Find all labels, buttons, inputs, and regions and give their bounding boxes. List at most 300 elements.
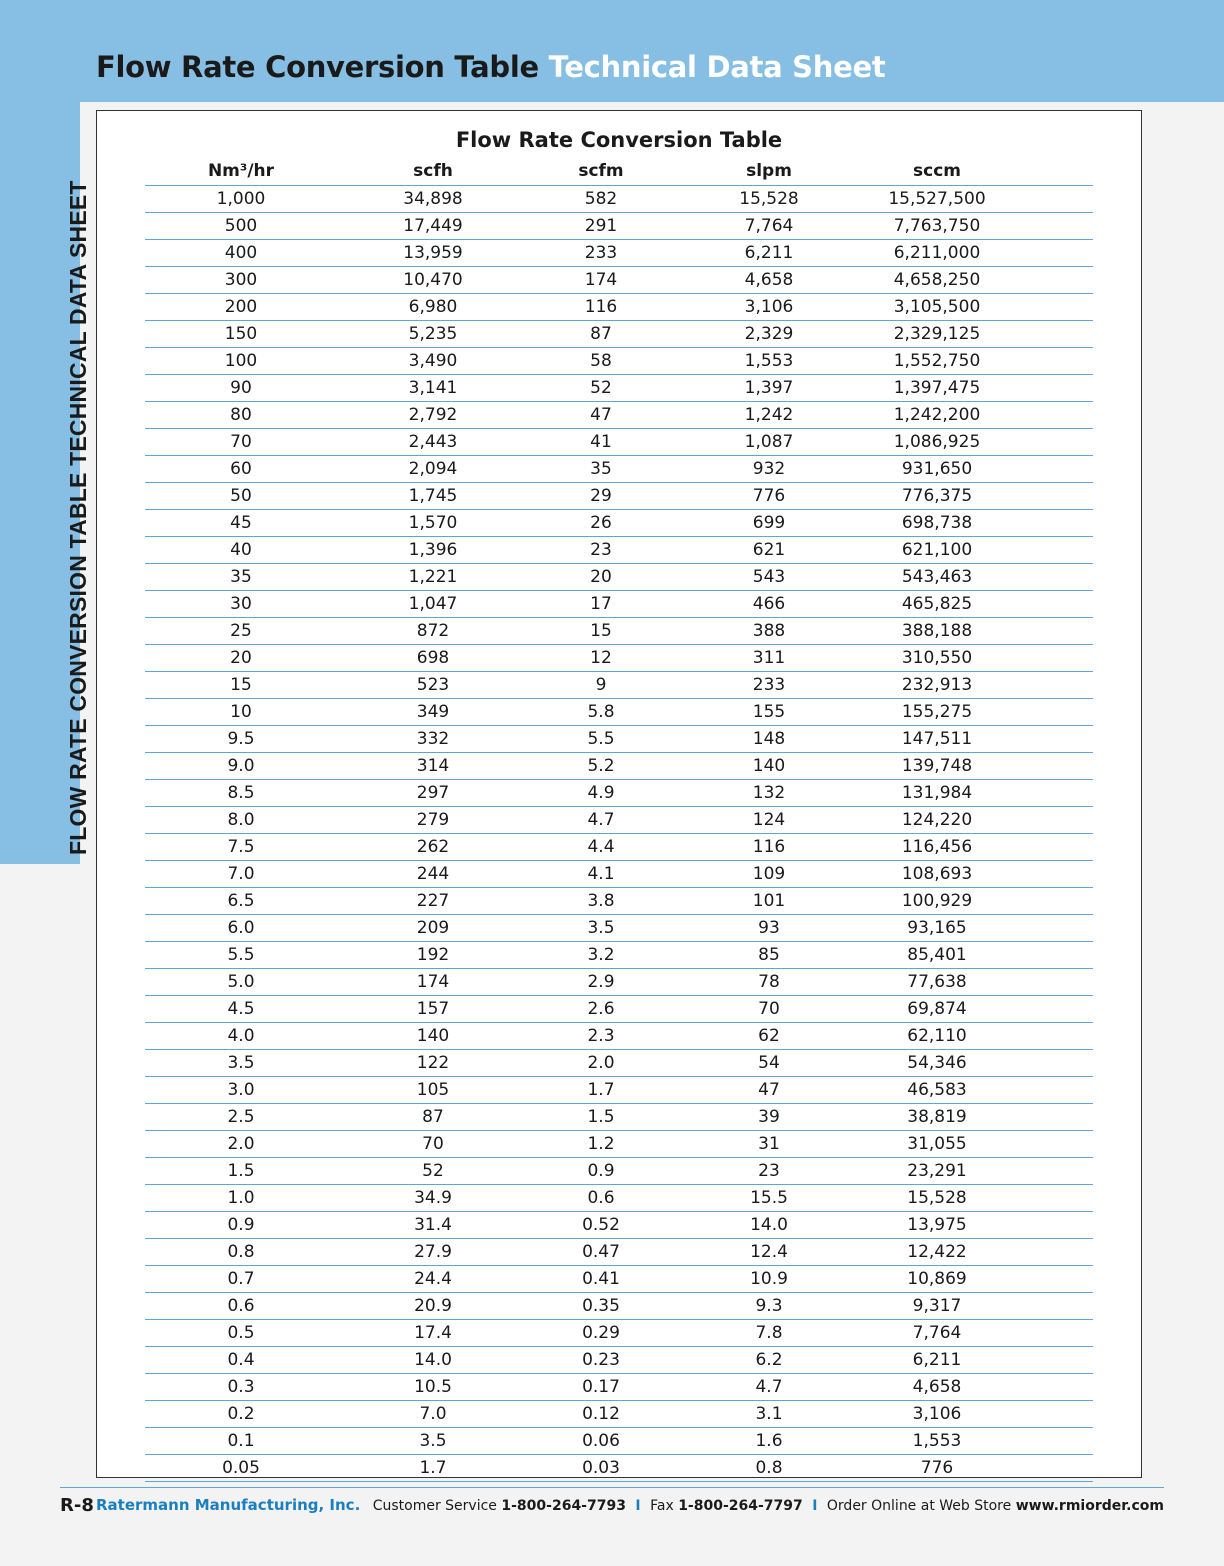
table-row	[145, 1266, 1093, 1293]
table-cell: 0.4	[145, 1347, 337, 1374]
table-row	[145, 186, 1093, 213]
table-cell: 77,638	[865, 969, 1009, 996]
table-cell: 4,658	[673, 267, 865, 294]
table-cell: 116	[673, 834, 865, 861]
table-cell: 0.9	[145, 1212, 337, 1239]
page-title	[96, 50, 885, 84]
table-cell: 14.0	[337, 1347, 529, 1374]
table-row	[145, 348, 1093, 375]
table-cell: 15,528	[673, 186, 865, 213]
table-cell: 3,106	[865, 1401, 1009, 1428]
table-cell: 15.5	[673, 1185, 865, 1212]
table-cell: 58	[529, 348, 673, 375]
table-cell: 4.1	[529, 861, 673, 888]
table-cell: 54,346	[865, 1050, 1009, 1077]
table-cell: 5.8	[529, 699, 673, 726]
table-cell: 0.8	[673, 1455, 865, 1482]
table-cell: 0.7	[145, 1266, 337, 1293]
table-cell: 20	[145, 645, 337, 672]
table-cell: 776,375	[865, 483, 1009, 510]
column-spacer	[1009, 321, 1093, 348]
table-cell: 100,929	[865, 888, 1009, 915]
column-spacer	[1009, 483, 1093, 510]
table-cell: 7.0	[145, 861, 337, 888]
table-row	[145, 1158, 1093, 1185]
table-cell: 4.0	[145, 1023, 337, 1050]
table-row	[145, 969, 1093, 996]
table-cell: 26	[529, 510, 673, 537]
table-cell: 0.41	[529, 1266, 673, 1293]
table-row	[145, 402, 1093, 429]
table-cell: 872	[337, 618, 529, 645]
table-cell: 2.3	[529, 1023, 673, 1050]
table-row	[145, 780, 1093, 807]
table-cell: 0.9	[529, 1158, 673, 1185]
table-cell: 2,329	[673, 321, 865, 348]
table-cell: 85	[673, 942, 865, 969]
table-cell: 262	[337, 834, 529, 861]
table-row	[145, 834, 1093, 861]
column-spacer	[1009, 294, 1093, 321]
table-cell: 10.5	[337, 1374, 529, 1401]
table-cell: 297	[337, 780, 529, 807]
column-spacer	[1009, 699, 1093, 726]
column-spacer	[1009, 1320, 1093, 1347]
table-cell: 233	[673, 672, 865, 699]
table-row	[145, 672, 1093, 699]
column-spacer	[1009, 537, 1093, 564]
table-cell: 233	[529, 240, 673, 267]
table-cell: 1,000	[145, 186, 337, 213]
table-row	[145, 807, 1093, 834]
table-cell: 7.0	[337, 1401, 529, 1428]
table-row	[145, 483, 1093, 510]
table-cell: 140	[337, 1023, 529, 1050]
table-cell: 5.5	[529, 726, 673, 753]
table-cell: 244	[337, 861, 529, 888]
table-cell: 7,763,750	[865, 213, 1009, 240]
table-cell: 232,913	[865, 672, 1009, 699]
table-cell: 776	[865, 1455, 1009, 1482]
table-cell: 1,221	[337, 564, 529, 591]
table-cell: 108,693	[865, 861, 1009, 888]
column-spacer	[1009, 1077, 1093, 1104]
table-row	[145, 1212, 1093, 1239]
table-cell: 0.03	[529, 1455, 673, 1482]
table-row	[145, 942, 1093, 969]
table-cell: 47	[673, 1077, 865, 1104]
footer-contact	[96, 1496, 1164, 1514]
table-cell: 1,552,750	[865, 348, 1009, 375]
column-spacer	[1009, 1185, 1093, 1212]
table-cell: 40	[145, 537, 337, 564]
table-row	[145, 861, 1093, 888]
table-cell: 311	[673, 645, 865, 672]
table-row	[145, 375, 1093, 402]
table-row	[145, 1293, 1093, 1320]
table-cell: 500	[145, 213, 337, 240]
sidebar-vertical-title: FLOW RATE CONVERSION TABLE TECHNICAL DATA SHEET	[65, 180, 91, 855]
table-row	[145, 1428, 1093, 1455]
customer-service-phone: 1-800-264-7793	[501, 1498, 626, 1514]
table-panel	[96, 110, 1142, 1478]
table-cell: 2.5	[145, 1104, 337, 1131]
table-cell: 466	[673, 591, 865, 618]
table-cell: 20	[529, 564, 673, 591]
table-cell: 23	[529, 537, 673, 564]
column-spacer	[1009, 618, 1093, 645]
page-title-main: Flow Rate Conversion Table	[96, 50, 539, 84]
table-cell: 78	[673, 969, 865, 996]
table-cell: 17,449	[337, 213, 529, 240]
table-cell: 45	[145, 510, 337, 537]
table-cell: 1,397	[673, 375, 865, 402]
table-cell: 310,550	[865, 645, 1009, 672]
table-cell: 80	[145, 402, 337, 429]
column-spacer	[1009, 186, 1093, 213]
table-cell: 698,738	[865, 510, 1009, 537]
table-row	[145, 888, 1093, 915]
table-row	[145, 1320, 1093, 1347]
table-cell: 1,242,200	[865, 402, 1009, 429]
table-row	[145, 267, 1093, 294]
table-cell: 15,528	[865, 1185, 1009, 1212]
table-cell: 0.6	[529, 1185, 673, 1212]
table-cell: 13,959	[337, 240, 529, 267]
table-row	[145, 591, 1093, 618]
table-cell: 0.23	[529, 1347, 673, 1374]
table-cell: 3.5	[337, 1428, 529, 1455]
table-cell: 2,443	[337, 429, 529, 456]
column-spacer	[1009, 834, 1093, 861]
footer-separator: I	[812, 1498, 818, 1514]
table-cell: 100	[145, 348, 337, 375]
column-header: sccm	[865, 158, 1009, 186]
table-cell: 105	[337, 1077, 529, 1104]
table-cell: 314	[337, 753, 529, 780]
table-row	[145, 456, 1093, 483]
table-cell: 34,898	[337, 186, 529, 213]
table-cell: 122	[337, 1050, 529, 1077]
column-spacer	[1009, 564, 1093, 591]
column-spacer	[1009, 240, 1093, 267]
table-cell: 52	[529, 375, 673, 402]
table-cell: 932	[673, 456, 865, 483]
table-cell: 1,086,925	[865, 429, 1009, 456]
table-cell: 2,094	[337, 456, 529, 483]
column-spacer	[1009, 1374, 1093, 1401]
table-cell: 24.4	[337, 1266, 529, 1293]
table-cell: 3.5	[145, 1050, 337, 1077]
table-cell: 6.5	[145, 888, 337, 915]
table-cell: 0.8	[145, 1239, 337, 1266]
column-spacer	[1009, 780, 1093, 807]
table-cell: 192	[337, 942, 529, 969]
order-online-label: Order Online at Web Store	[826, 1498, 1012, 1514]
table-body	[145, 186, 1093, 1482]
table-cell: 0.29	[529, 1320, 673, 1347]
table-cell: 30	[145, 591, 337, 618]
table-cell: 116,456	[865, 834, 1009, 861]
table-cell: 621,100	[865, 537, 1009, 564]
table-cell: 388	[673, 618, 865, 645]
table-cell: 101	[673, 888, 865, 915]
table-cell: 0.47	[529, 1239, 673, 1266]
table-cell: 4.5	[145, 996, 337, 1023]
table-cell: 2,792	[337, 402, 529, 429]
column-spacer	[1009, 1293, 1093, 1320]
table-cell: 155	[673, 699, 865, 726]
table-cell: 70	[337, 1131, 529, 1158]
column-spacer	[1009, 942, 1093, 969]
table-cell: 174	[529, 267, 673, 294]
table-row	[145, 1077, 1093, 1104]
column-spacer	[1009, 1347, 1093, 1374]
column-spacer	[1009, 861, 1093, 888]
table-row	[145, 1131, 1093, 1158]
footer-separator: I	[635, 1498, 641, 1514]
table-cell: 9	[529, 672, 673, 699]
column-spacer	[1009, 888, 1093, 915]
table-cell: 1,570	[337, 510, 529, 537]
table-cell: 6.2	[673, 1347, 865, 1374]
table-row	[145, 1347, 1093, 1374]
table-cell: 0.06	[529, 1428, 673, 1455]
table-cell: 4.7	[529, 807, 673, 834]
column-spacer	[1009, 510, 1093, 537]
column-spacer	[1009, 1239, 1093, 1266]
table-cell: 20.9	[337, 1293, 529, 1320]
table-cell: 85,401	[865, 942, 1009, 969]
table-cell: 7,764	[865, 1320, 1009, 1347]
table-cell: 15	[529, 618, 673, 645]
table-cell: 300	[145, 267, 337, 294]
column-spacer	[1009, 1212, 1093, 1239]
table-cell: 8.0	[145, 807, 337, 834]
table-cell: 9,317	[865, 1293, 1009, 1320]
table-cell: 0.2	[145, 1401, 337, 1428]
table-cell: 3.1	[673, 1401, 865, 1428]
table-cell: 1,553	[865, 1428, 1009, 1455]
table-cell: 7,764	[673, 213, 865, 240]
table-row	[145, 213, 1093, 240]
table-cell: 31.4	[337, 1212, 529, 1239]
table-cell: 35	[145, 564, 337, 591]
table-cell: 70	[673, 996, 865, 1023]
table-cell: 150	[145, 321, 337, 348]
table-cell: 10,470	[337, 267, 529, 294]
table-cell: 15	[145, 672, 337, 699]
table-row	[145, 1374, 1093, 1401]
table-cell: 1,745	[337, 483, 529, 510]
table-cell: 31,055	[865, 1131, 1009, 1158]
table-cell: 87	[337, 1104, 529, 1131]
table-cell: 465,825	[865, 591, 1009, 618]
table-cell: 698	[337, 645, 529, 672]
table-cell: 2.6	[529, 996, 673, 1023]
table-cell: 155,275	[865, 699, 1009, 726]
table-cell: 124	[673, 807, 865, 834]
table-cell: 388,188	[865, 618, 1009, 645]
table-row	[145, 1401, 1093, 1428]
table-cell: 1.5	[529, 1104, 673, 1131]
column-spacer	[1009, 375, 1093, 402]
table-row	[145, 699, 1093, 726]
column-header: scfh	[337, 158, 529, 186]
table-cell: 1.6	[673, 1428, 865, 1455]
table-cell: 931,650	[865, 456, 1009, 483]
column-spacer	[1009, 969, 1093, 996]
table-cell: 1,396	[337, 537, 529, 564]
table-cell: 4.4	[529, 834, 673, 861]
footer-divider	[60, 1487, 1164, 1488]
table-cell: 39	[673, 1104, 865, 1131]
table-cell: 7.5	[145, 834, 337, 861]
column-spacer	[1009, 213, 1093, 240]
table-cell: 3,141	[337, 375, 529, 402]
table-cell: 6,211	[673, 240, 865, 267]
table-cell: 2,329,125	[865, 321, 1009, 348]
table-cell: 52	[337, 1158, 529, 1185]
table-cell: 139,748	[865, 753, 1009, 780]
table-cell: 4.9	[529, 780, 673, 807]
column-header: scfm	[529, 158, 673, 186]
table-cell: 124,220	[865, 807, 1009, 834]
table-cell: 1.7	[529, 1077, 673, 1104]
column-spacer	[1009, 158, 1093, 186]
table-cell: 23	[673, 1158, 865, 1185]
table-cell: 9.0	[145, 753, 337, 780]
table-cell: 9.5	[145, 726, 337, 753]
table-row	[145, 618, 1093, 645]
table-cell: 332	[337, 726, 529, 753]
column-spacer	[1009, 1050, 1093, 1077]
table-cell: 147,511	[865, 726, 1009, 753]
table-cell: 3,106	[673, 294, 865, 321]
column-spacer	[1009, 1401, 1093, 1428]
table-cell: 10,869	[865, 1266, 1009, 1293]
table-cell: 543,463	[865, 564, 1009, 591]
table-row	[145, 240, 1093, 267]
table-cell: 1.5	[145, 1158, 337, 1185]
table-header-row	[145, 158, 1093, 186]
column-spacer	[1009, 402, 1093, 429]
table-cell: 209	[337, 915, 529, 942]
table-cell: 0.05	[145, 1455, 337, 1482]
table-row	[145, 510, 1093, 537]
column-spacer	[1009, 645, 1093, 672]
column-spacer	[1009, 1104, 1093, 1131]
website-link[interactable]: www.rmiorder.com	[1015, 1498, 1164, 1514]
table-cell: 1,397,475	[865, 375, 1009, 402]
table-cell: 10	[145, 699, 337, 726]
table-cell: 0.12	[529, 1401, 673, 1428]
table-cell: 31	[673, 1131, 865, 1158]
table-cell: 8.5	[145, 780, 337, 807]
table-cell: 227	[337, 888, 529, 915]
table-cell: 27.9	[337, 1239, 529, 1266]
table-cell: 14.0	[673, 1212, 865, 1239]
column-spacer	[1009, 996, 1093, 1023]
table-cell: 132	[673, 780, 865, 807]
table-cell: 62	[673, 1023, 865, 1050]
column-spacer	[1009, 348, 1093, 375]
table-cell: 4,658,250	[865, 267, 1009, 294]
table-cell: 2.9	[529, 969, 673, 996]
column-header: Nm³/hr	[145, 158, 337, 186]
table-row	[145, 726, 1093, 753]
table-cell: 10.9	[673, 1266, 865, 1293]
column-spacer	[1009, 807, 1093, 834]
column-spacer	[1009, 672, 1093, 699]
table-cell: 29	[529, 483, 673, 510]
table-cell: 1.7	[337, 1455, 529, 1482]
table-cell: 54	[673, 1050, 865, 1077]
table-cell: 1.2	[529, 1131, 673, 1158]
table-cell: 3.5	[529, 915, 673, 942]
table-cell: 3,490	[337, 348, 529, 375]
table-cell: 4,658	[865, 1374, 1009, 1401]
table-cell: 200	[145, 294, 337, 321]
page-title-sub: Technical Data Sheet	[548, 50, 886, 84]
table-cell: 25	[145, 618, 337, 645]
table-cell: 1,242	[673, 402, 865, 429]
table-cell: 349	[337, 699, 529, 726]
table-cell: 2.0	[529, 1050, 673, 1077]
table-cell: 543	[673, 564, 865, 591]
table-row	[145, 537, 1093, 564]
table-row	[145, 1239, 1093, 1266]
table-cell: 93	[673, 915, 865, 942]
table-cell: 116	[529, 294, 673, 321]
table-cell: 5.0	[145, 969, 337, 996]
table-cell: 621	[673, 537, 865, 564]
table-cell: 291	[529, 213, 673, 240]
column-spacer	[1009, 753, 1093, 780]
table-cell: 109	[673, 861, 865, 888]
table-cell: 46,583	[865, 1077, 1009, 1104]
table-cell: 699	[673, 510, 865, 537]
column-spacer	[1009, 1131, 1093, 1158]
table-cell: 90	[145, 375, 337, 402]
table-cell: 62,110	[865, 1023, 1009, 1050]
table-cell: 15,527,500	[865, 186, 1009, 213]
table-cell: 776	[673, 483, 865, 510]
column-spacer	[1009, 456, 1093, 483]
table-cell: 0.35	[529, 1293, 673, 1320]
column-spacer	[1009, 591, 1093, 618]
column-spacer	[1009, 915, 1093, 942]
customer-service-label: Customer Service	[372, 1498, 497, 1514]
table-cell: 3.2	[529, 942, 673, 969]
table-cell: 0.6	[145, 1293, 337, 1320]
table-cell: 17	[529, 591, 673, 618]
table-cell: 0.1	[145, 1428, 337, 1455]
table-cell: 6,980	[337, 294, 529, 321]
company-name: Ratermann Manufacturing, Inc.	[96, 1496, 361, 1514]
column-spacer	[1009, 1455, 1093, 1482]
table-cell: 35	[529, 456, 673, 483]
table-cell: 47	[529, 402, 673, 429]
table-cell: 6,211	[865, 1347, 1009, 1374]
table-row	[145, 564, 1093, 591]
table-row	[145, 1455, 1093, 1482]
column-spacer	[1009, 726, 1093, 753]
table-cell: 12,422	[865, 1239, 1009, 1266]
table-cell: 70	[145, 429, 337, 456]
table-cell: 174	[337, 969, 529, 996]
table-cell: 2.0	[145, 1131, 337, 1158]
